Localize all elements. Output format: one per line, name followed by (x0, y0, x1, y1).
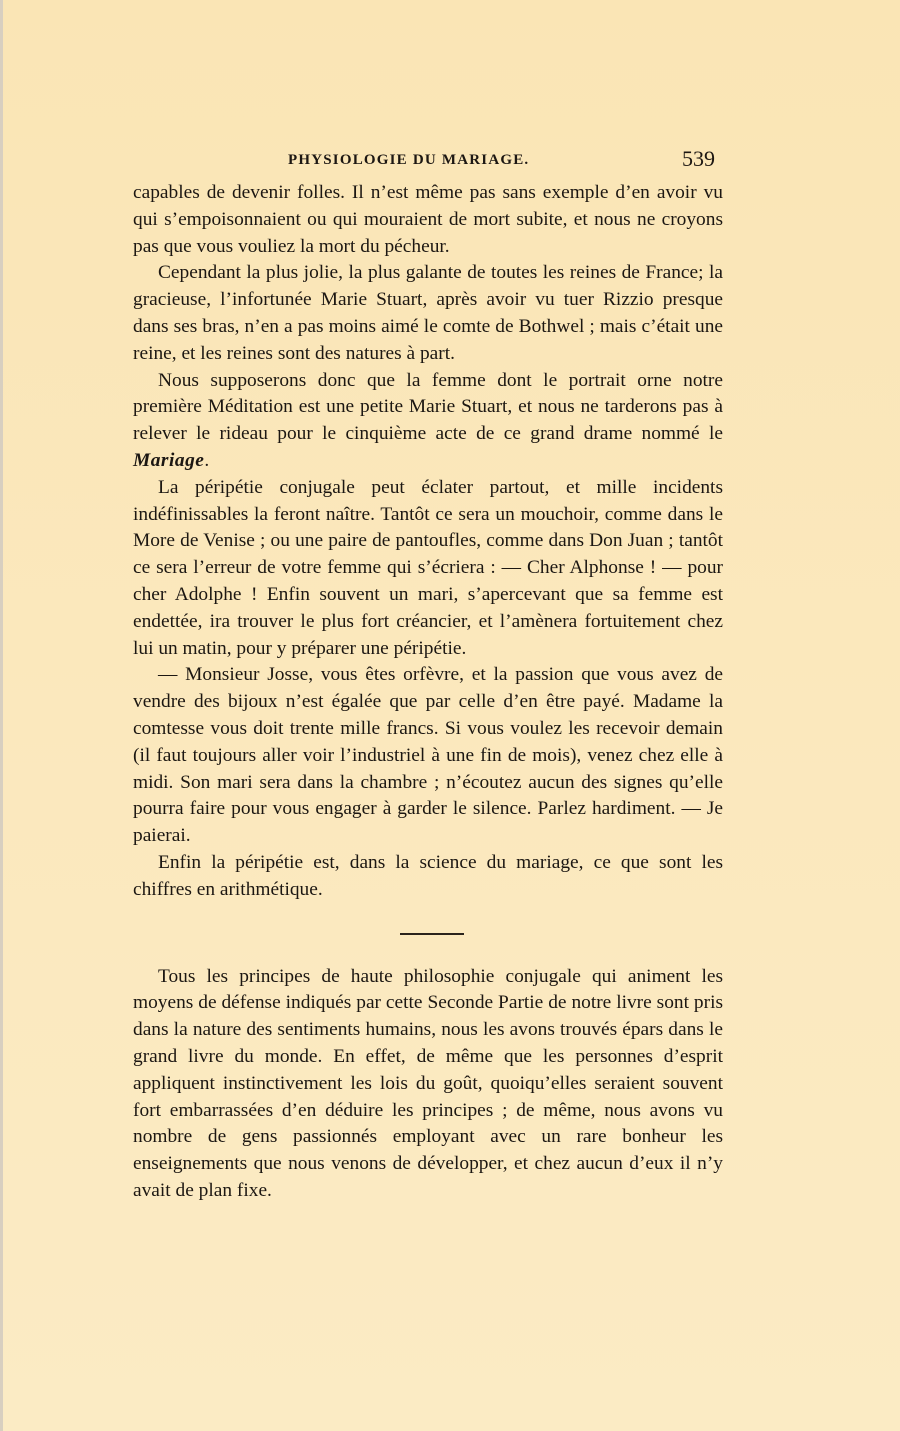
paragraph-3-end: . (204, 449, 210, 471)
running-title: PHYSIOLOGIE DU MARIAGE. (288, 152, 530, 168)
section-divider-rule (400, 933, 464, 935)
paragraph-3 (133, 368, 723, 475)
paragraph-3-text: Nous supposerons donc que la femme dont le portrait orne notre première Méditation est une petite Marie Stuart, et nous ne tarderons pas à relever le rideau pour le cinquième acte de ce grand drame nommé le (133, 369, 723, 445)
italic-title-mariage: Mariage (133, 449, 205, 471)
paragraph-6: Enfin la péripétie est, dans la science du mariage, ce que sont les chiffres en arithmétique. (133, 851, 723, 900)
page-edge (0, 0, 3, 1431)
running-head (133, 146, 723, 176)
paragraph-5: — Monsieur Josse, vous êtes orfèvre, et la passion que vous avez de vendre des bijoux n’est égalée que par celle d’en être payé. Madame la comtesse vous doit trente mille francs. Si vous voulez les recevoir demain (il faut toujours aller voir l’industriel à une fin de mois), venez chez elle à midi. Son mari sera dans la chambre ; n’écoutez aucun des signes qu’elle pourra faire pour vous engager à garder le silence. Parlez hardiment. — Je paierai. (133, 664, 723, 847)
paragraph-1: capables de devenir folles. Il n’est même pas sans exemple d’en avoir vu qui s’empoisonnaient ou qui mouraient de mort subite, et nous ne croyons pas que vous vouliez la mort du pécheur. (133, 182, 723, 257)
paragraph-2: Cependant la plus jolie, la plus galante de toutes les reines de France; la gracieuse, l’infortunée Marie Stuart, après avoir vu tuer Rizzio presque dans ses bras, n’en a pas moins aimé le comte de Bothwel ; mais c’était une reine, et les reines sont des natures à part. (133, 262, 723, 364)
paragraph-4: La péripétie conjugale peut éclater partout, et mille incidents indéfinissables la feront naître. Tantôt ce sera un mouchoir, comme dans le More de Venise ; ou une paire de pantoufles, comme dans Don Juan ; tantôt ce sera l’erreur de votre femme qui s’écriera : — Cher Alphonse ! — pour cher Adolphe ! Enfin souvent un mari, s’apercevant que sa femme est endettée, ira trouver le plus fort créancier, et l’amènera fortuitement chez lui un matin, pour y préparer une péripétie. (133, 476, 723, 659)
section-2 (133, 964, 723, 1205)
page-number: 539 (682, 146, 715, 171)
body-text (133, 180, 723, 1205)
paragraph-7: Tous les principes de haute philosophie conjugale qui animent les moyens de défense indiqués par cette Seconde Partie de notre livre sont pris dans la nature des sentiments humains, nous les avons trouvés épars dans le grand livre du monde. En effet, de même que les personnes d’esprit appliquent instinctivement les lois du goût, quoiqu’elles seraient souvent fort embarrassées d’en déduire les principes ; de même, nous avons vu nombre de gens passionnés employant avec un rare bonheur les enseignements que nous venons de développer, et chez aucun d’eux il n’y avait de plan fixe. (133, 965, 723, 1201)
book-page (133, 146, 723, 1205)
